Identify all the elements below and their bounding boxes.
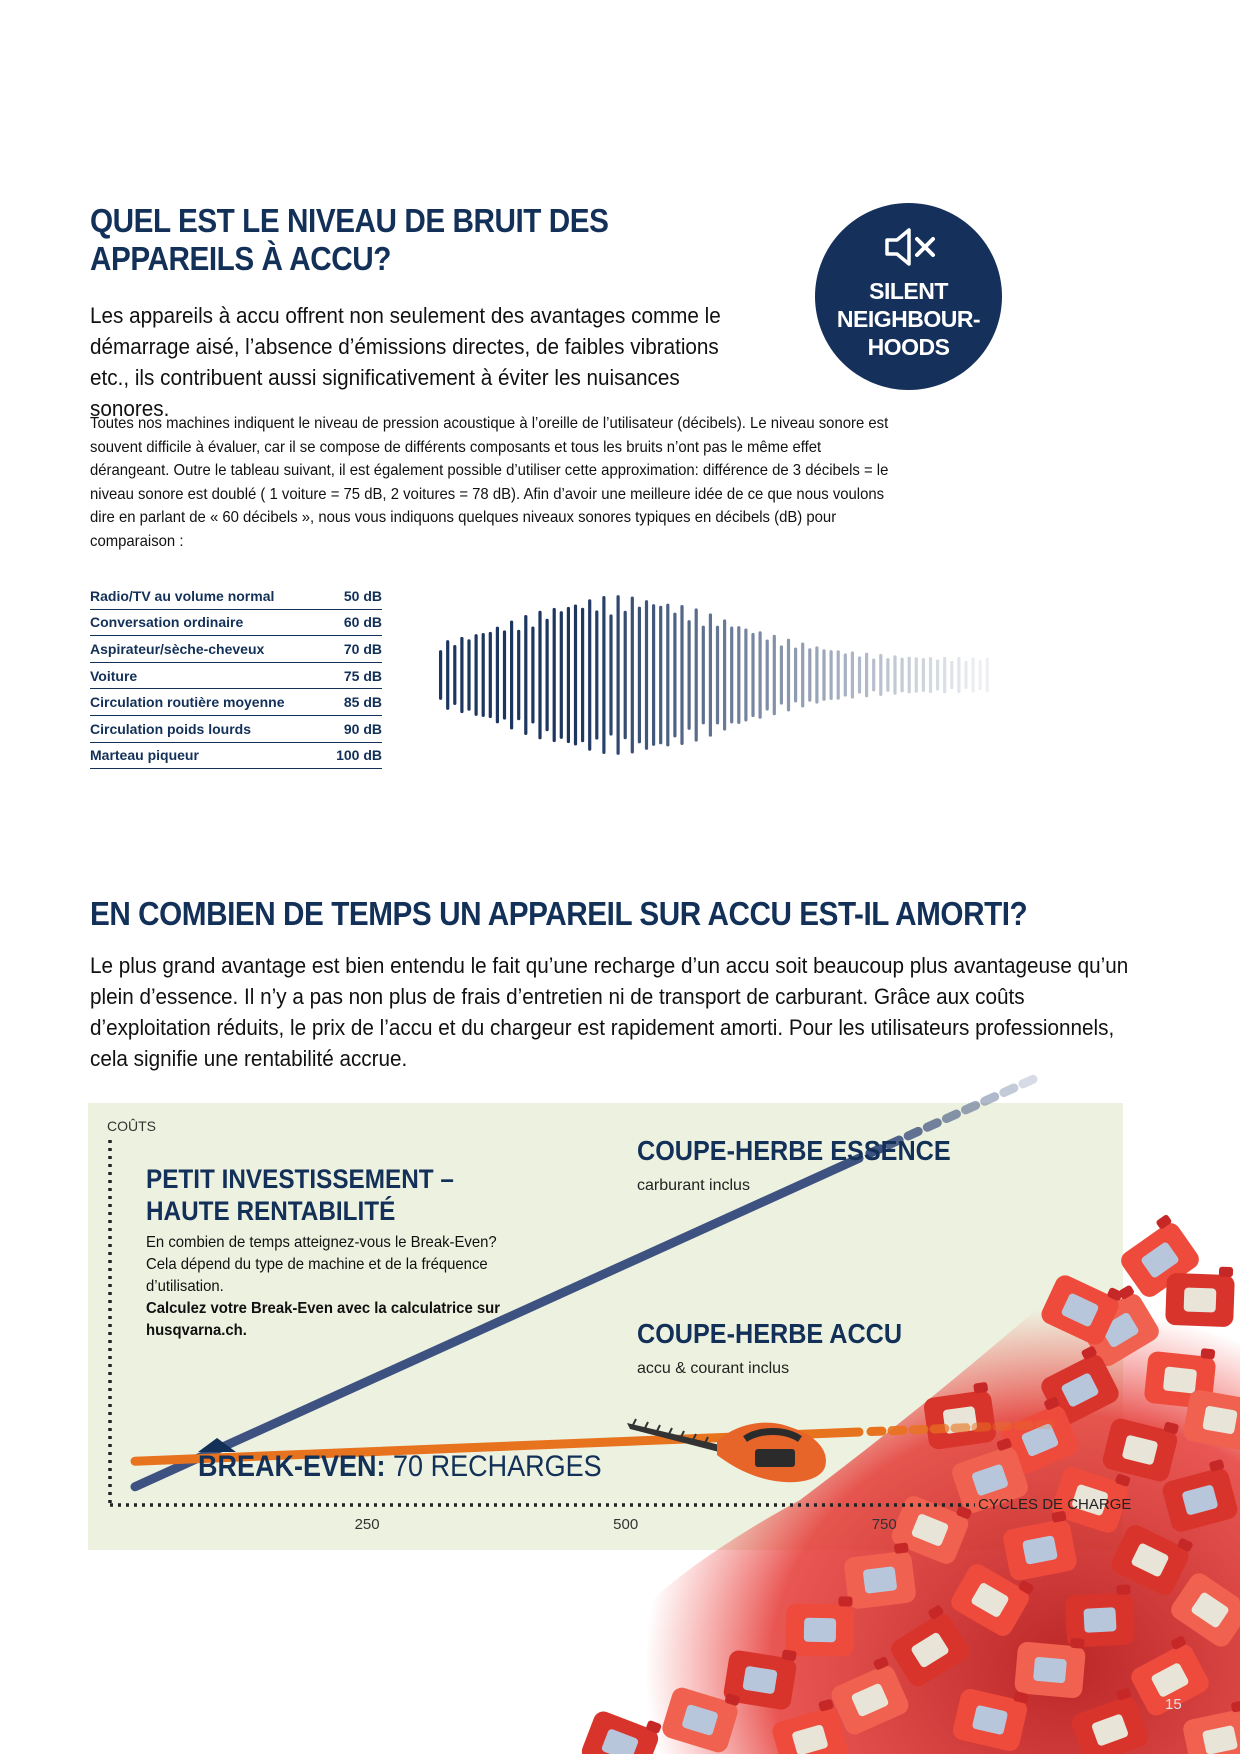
- noise-value: 60 dB: [326, 609, 382, 636]
- x-tick-label: 250: [354, 1516, 380, 1533]
- lead-text-noise: Les appareils à accu offrent non seulement des avantages comme le démarrage aisé, l’absence d’émissions directes, de faibles vibrations etc., ils contribuent aussi significativement à éviter les nuisances sonores.: [90, 303, 721, 421]
- x-tick-label: 750: [871, 1516, 897, 1533]
- lead-text-amortization: Le plus grand avantage est bien entendu le fait qu’une recharge d’un accu soit beaucoup plus avantageuse qu’un plein d’essence. Il n’y a pas non plus de frais d’entretien ni de transport de carburant. Grâce aux coûts d’exploitation réduits, le prix de l’accu et du chargeur est rapidement amorti. Pour les utilisateurs professionnels, cela signifie une rentabilité accrue.: [90, 953, 1129, 1071]
- chart-box-title: PETIT INVESTISSEMENT – HAUTE RENTABILITÉ: [146, 1164, 454, 1226]
- noise-source: Voiture: [90, 662, 326, 689]
- section-title-noise: QUEL EST LE NIVEAU DE BRUIT DES APPAREILS À ACCU?: [90, 202, 609, 277]
- series-sub-essence: carburant inclus: [637, 1177, 750, 1194]
- x-tick-label: 500: [613, 1516, 639, 1533]
- x-axis-label: CYCLES DE CHARGE: [978, 1496, 1132, 1513]
- noise-value: 50 dB: [326, 583, 382, 609]
- series-extension-dash: [1004, 1088, 1014, 1093]
- hedge-trimmer-image: [625, 1405, 840, 1490]
- y-axis-label: COÛTS: [107, 1118, 156, 1134]
- noise-source: Circulation routière moyenne: [90, 689, 326, 716]
- series-extension-dash: [985, 1097, 995, 1102]
- noise-value: 90 dB: [326, 715, 382, 742]
- page-number: 15: [1165, 1696, 1182, 1713]
- noise-value: 100 dB: [326, 742, 382, 769]
- noise-source: Radio/TV au volume normal: [90, 583, 326, 609]
- break-even-label: BREAK-EVEN: 70 RECHARGES: [198, 1450, 602, 1483]
- noise-value: 75 dB: [326, 662, 382, 689]
- badge-text: SILENT NEIGHBOUR- HOODS: [836, 278, 981, 360]
- chart-box-text: En combien de temps atteignez-vous le Break-Even? Cela dépend du type de machine et de la fréquence d’utilisation. Calculez votre Break-Even avec la calculatrice sur husqvarna.ch.: [146, 1232, 518, 1342]
- noise-source: Conversation ordinaire: [90, 609, 326, 636]
- noise-source: Marteau piqueur: [90, 742, 326, 769]
- noise-value: 70 dB: [326, 636, 382, 663]
- series-extension-dash: [966, 1105, 976, 1110]
- body-text-noise: Toutes nos machines indiquent le niveau de pression acoustique à l’oreille de l’utilisateur (décibels). Le niveau sonore est souvent difficile à évaluer, car il se compose de différents composants et tous les bruits n’ont pas le même effet dérangeant. Outre le tableau suivant, il est également possible d’utiliser cette approximation: différence de 3 décibels = le niveau sonore est doublé ( 1 voiture = 75 dB, 2 voitures = 78 dB). Afin d’avoir une meilleure idée de ce que nous voulons dire en parlant de « 60 décibels », nous vous indiquons quelques niveaux sonores typiques en décibels (dB) pour comparaison :: [90, 415, 889, 550]
- noise-source: Aspirateur/sèche-cheveux: [90, 636, 326, 663]
- series-extension-dash: [1023, 1079, 1033, 1084]
- noise-value: 85 dB: [326, 689, 382, 716]
- series-extension-dash: [927, 1123, 937, 1128]
- section-title-amortization: EN COMBIEN DE TEMPS UN APPAREIL SUR ACCU EST-IL AMORTI?: [90, 895, 1028, 932]
- series-extension-dash: [946, 1114, 956, 1119]
- calculator-hint: Calculez votre Break-Even avec la calculatrice sur husqvarna.ch.: [146, 1300, 501, 1339]
- series-label-accu: COUPE-HERBE ACCU: [637, 1318, 903, 1349]
- noise-source: Circulation poids lourds: [90, 715, 326, 742]
- series-label-essence: COUPE-HERBE ESSENCE: [637, 1135, 951, 1166]
- series-sub-accu: accu & courant inclus: [637, 1360, 790, 1377]
